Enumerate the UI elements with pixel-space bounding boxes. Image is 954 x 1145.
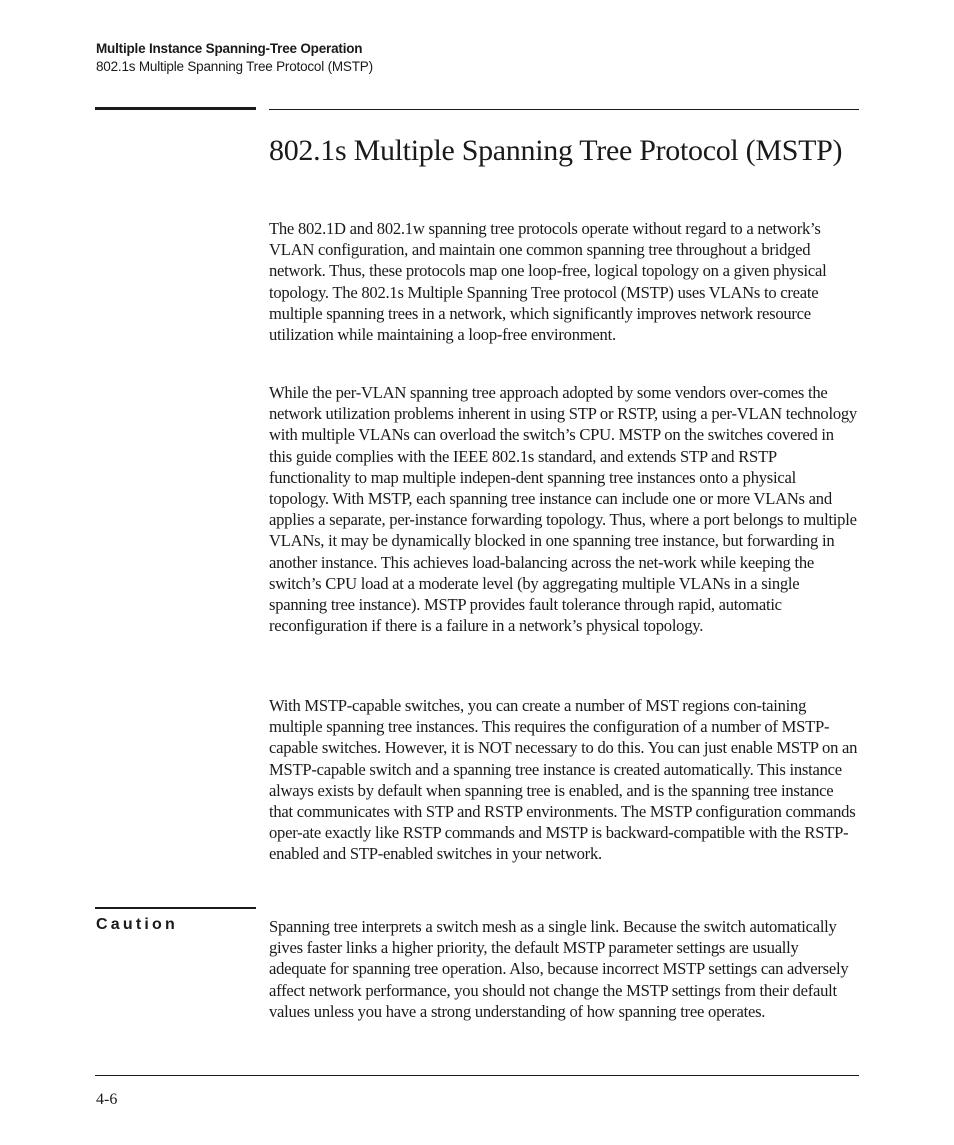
- section-title: 802.1s Multiple Spanning Tree Protocol (MSTP): [96, 59, 373, 74]
- body-paragraph-1: [269, 218, 859, 345]
- paragraph-text: While the per-VLAN spanning tree approach adopted by some vendors over-comes the network utilization problems inherent in using STP or RSTP, using a per-VLAN technology with multiple VLANs can overload the switch’s CPU. MSTP on the switches covered in this guide complies with the IEEE 802.1s standard, and extends STP and RSTP functionality to map multiple indepen-dent spanning tree instances onto a physical topology. With MSTP, each spanning tree instance can include one or more VLANs and applies a separate, per-instance forwarding topology. Thus, where a port belongs to multiple VLANs, it may be dynamically blocked in one spanning tree instance, but forwarding in another instance. This achieves load-balancing across the net-work while keeping the switch’s CPU load at a moderate level (by aggregating multiple VLANs in a single spanning tree instance). MSTP provides fault tolerance through rapid, automatic reconfiguration if there is a failure in a network’s physical topology.: [269, 383, 857, 636]
- caution-label: Caution: [96, 916, 178, 933]
- chapter-title: Multiple Instance Spanning-Tree Operation: [96, 41, 363, 56]
- caution-rule: [95, 907, 256, 909]
- paragraph-text: With MSTP-capable switches, you can create a number of MST regions con-taining multiple spanning tree instances. This requires the configuration of a number of MSTP-capable switches. However, it is NOT necessary to do this. You can just enable MSTP on an MSTP-capable switch and a spanning tree instance is created automatically. This instance always exists by default when spanning tree is enabled, and is the spanning tree instance that communicates with STP and RSTP environments. The MSTP configuration commands oper-ate exactly like RSTP commands and MSTP is backward-compatible with the RSTP-enabled and STP-enabled switches in your network.: [269, 696, 858, 864]
- body-paragraph-3: [269, 695, 859, 865]
- header-rule-left: [95, 107, 256, 110]
- body-paragraph-2: [269, 382, 859, 636]
- caution-text: Spanning tree interprets a switch mesh as a single link. Because the switch automatically gives faster links a higher priority, the default MSTP parameter settings are usually adequate for spanning tree operation. Also, because incorrect MSTP settings can adversely affect network performance, you should not change the MSTP settings from their default values unless you have a strong understanding of how spanning tree operates.: [269, 917, 849, 1021]
- paragraph-text: The 802.1D and 802.1w spanning tree protocols operate without regard to a network’s VLAN configuration, and maintain one common spanning tree throughout a bridged network. Thus, these protocols map one loop-free, logical topology on a given physical topology. The 802.1s Multiple Spanning Tree protocol (MSTP) uses VLANs to create multiple spanning trees in a network, which significantly improves network resource utilization while maintaining a loop-free environment.: [269, 219, 827, 345]
- caution-paragraph: [269, 916, 859, 1022]
- page-number: 4-6: [96, 1091, 118, 1108]
- page-title: 802.1s Multiple Spanning Tree Protocol (MSTP): [269, 134, 843, 167]
- footer-rule: [95, 1075, 859, 1076]
- header-rule-right: [269, 109, 859, 110]
- running-header: [96, 40, 373, 76]
